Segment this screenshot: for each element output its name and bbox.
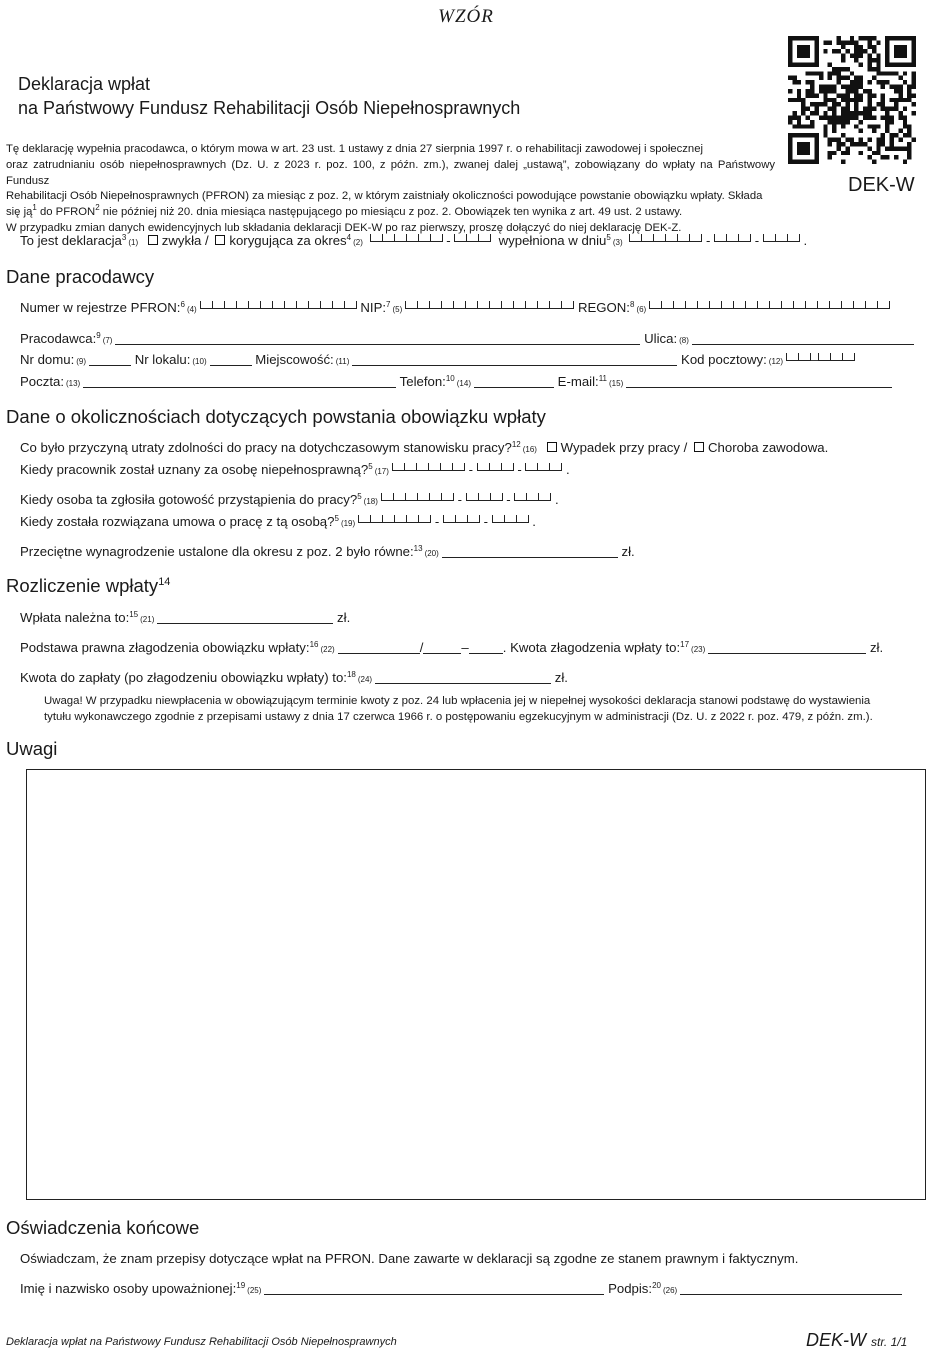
regon-field[interactable] bbox=[649, 301, 890, 309]
disease-checkbox[interactable] bbox=[694, 442, 704, 452]
signature-row: Imię i nazwisko osoby upoważnionej:$^{19}$(25) Podpis:$^{20}$(26) bbox=[20, 1281, 902, 1296]
q17-year[interactable] bbox=[392, 463, 465, 471]
basis-row: Podstawa prawna złagodzenia obowiązku wpłaty:$^{16}$(22) / – . Kwota złagodzenia wpłaty to:$^{17}$(23) zł. bbox=[20, 640, 884, 655]
employer-ids-row: Numer w rejestrze PFRON:$^6$(4) NIP:$^7$(5) REGON:$^8$(6) bbox=[20, 300, 890, 315]
q18-year[interactable] bbox=[381, 493, 454, 501]
circumstances-heading: Dane o okolicznościach dotyczących powstania obowiązku wpłaty bbox=[6, 406, 546, 427]
employer-name-field[interactable] bbox=[115, 332, 640, 345]
q19-day[interactable] bbox=[492, 515, 529, 523]
final-heading: Oświadczenia końcowe bbox=[6, 1217, 200, 1238]
phone-field[interactable] bbox=[474, 375, 554, 388]
qr-code-icon bbox=[788, 36, 916, 164]
settlement-heading: Rozliczenie wpłaty$^{14}$ bbox=[6, 575, 171, 596]
pfron-number-field[interactable] bbox=[200, 301, 357, 309]
accident-checkbox[interactable] bbox=[547, 442, 557, 452]
remarks-heading: Uwagi bbox=[6, 738, 58, 759]
employer-contact-row: Poczta: (13) Telefon:$^{10}$(14) E-mail:$^{11}$(15) bbox=[20, 374, 892, 389]
q18-row: Kiedy osoba ta zgłosiła gotowość przystąpienia do pracy?$^5$(18) - - . bbox=[20, 492, 559, 507]
intro-text: Tę deklarację wypełnia pracodawca, o którym mowa w art. 23 ust. 1 ustawy z dnia 27 sierpnia 1997 r. o rehabilitacji zawodowej i społecznej oraz zatrudnianiu osób niepełnosprawnych (Dz. U. z 2023 r. poz. 100, z późn. zm.), zwanej dalej „ustawą”, zobowiązany do wpłaty na Państwowy Fundusz Rehabilitacji Osób Niepełnosprawnych (PFRON) za miesiąc z poz. 2, w którym zaistniały okoliczności powodujące powstanie obowiązku wpłaty. Składa się $ją^1$ do PFRON$^2$ nie później niż 20. dnia miesiąca następującego po miesiącu z poz. 2. Obowiązek ten wynika z art. 49 ust. 2 ustawy. W przypadku zmian danych ewidencyjnych lub składania deklaracji DEK-W po raz pierwszy, proszę dołączyć do niej deklarację DEK-Z. bbox=[6, 143, 775, 234]
employer-heading: Dane pracodawcy bbox=[6, 266, 155, 287]
filled-date-day[interactable] bbox=[763, 234, 800, 242]
apartment-number-field[interactable] bbox=[210, 353, 252, 366]
correcting-checkbox[interactable] bbox=[215, 235, 225, 245]
city-field[interactable] bbox=[352, 353, 677, 366]
q17-row: Kiedy pracownik został uznany za osobę niepełnosprawną?$^5$(17) - - . bbox=[20, 462, 570, 477]
basis-field-2[interactable] bbox=[423, 641, 461, 654]
q17-day[interactable] bbox=[525, 463, 562, 471]
street-field[interactable] bbox=[692, 332, 914, 345]
form-subtitle: na Państwowy Fundusz Rehabilitacji Osób Niepełnosprawnych bbox=[18, 98, 521, 118]
filled-date-month[interactable] bbox=[714, 234, 751, 242]
warning-note: Uwaga! W przypadku niewpłacenia w obowiązującym terminie kwoty z poz. 24 lub wpłacenia jej w niepełnej wysokości deklaracja stanowi podstawę do wystawienia tytułu wykonawczego zgodnie z przepisami ustawy z dnia 17 czerwca 1966 r. o postępowaniu egzekucyjnym w administracji (Dz. U. z 2022 r. poz. 479, z późn. zm.). bbox=[44, 695, 873, 723]
postal-code-suffix[interactable] bbox=[818, 353, 855, 361]
q20-row: Przeciętne wynagrodzenie ustalone dla okresu z poz. 2 było równe:$^{13}$(20) zł. bbox=[20, 544, 635, 559]
employer-name-row: Pracodawca:$^9$(7) Ulica: (8) bbox=[20, 331, 914, 346]
q19-row: Kiedy została rozwiązana umowa o pracę z tą osobą?$^5$(19) - - . bbox=[20, 514, 536, 529]
q18-month[interactable] bbox=[466, 493, 503, 501]
period-month-field[interactable] bbox=[454, 234, 491, 242]
nip-field[interactable] bbox=[405, 301, 574, 309]
footer-page: DEK-W str. 1/1 bbox=[806, 1330, 908, 1350]
q19-year[interactable] bbox=[358, 515, 431, 523]
q16-row: Co było przyczyną utraty zdolności do pracy na dotychczasowym stanowisku pracy?$^{12}$(16) Wypadek przy pracy / Choroba zawodowa. bbox=[20, 440, 829, 455]
house-number-field[interactable] bbox=[89, 353, 131, 366]
topay-amount-field[interactable] bbox=[375, 671, 551, 684]
declaration-row: To jest deklaracja$^3$(1) zwykła / korygująca za okres$^4$(2) - wypełniona w dniu$^5$(3) - - . bbox=[20, 233, 808, 248]
postal-code-prefix[interactable] bbox=[786, 353, 811, 361]
q17-month[interactable] bbox=[477, 463, 514, 471]
post-office-field[interactable] bbox=[83, 375, 396, 388]
topay-row: Kwota do zapłaty (po złagodzeniu obowiązku wpłaty) to:$^{18}$(24) zł. bbox=[20, 670, 568, 685]
footer-title: Deklaracja wpłat na Państwowy Fundusz Rehabilitacji Osób Niepełnosprawnych bbox=[6, 1336, 397, 1348]
form-code: DEK-W bbox=[848, 174, 915, 196]
due-row: Wpłata należna to:$^{15}$(21) zł. bbox=[20, 610, 351, 625]
email-field[interactable] bbox=[626, 375, 892, 388]
regular-checkbox[interactable] bbox=[148, 235, 158, 245]
q18-day[interactable] bbox=[514, 493, 551, 501]
watermark: WZÓR bbox=[438, 6, 494, 27]
employer-address-row: Nr domu: (9) Nr lokalu: (10) Miejscowość: (11) Kod pocztowy: (12) – bbox=[20, 352, 855, 367]
filled-date-year[interactable] bbox=[629, 234, 702, 242]
signature-field[interactable] bbox=[680, 1282, 902, 1295]
due-amount-field[interactable] bbox=[157, 611, 333, 624]
basis-field-3[interactable] bbox=[469, 641, 503, 654]
period-year-field[interactable] bbox=[370, 234, 443, 242]
basis-field-1[interactable] bbox=[338, 641, 420, 654]
q19-month[interactable] bbox=[443, 515, 480, 523]
remarks-textarea[interactable] bbox=[26, 769, 926, 1200]
form-title: Deklaracja wpłat bbox=[18, 74, 151, 94]
average-salary-field[interactable] bbox=[442, 545, 618, 558]
authorized-name-field[interactable] bbox=[264, 1282, 604, 1295]
relief-amount-field[interactable] bbox=[708, 641, 866, 654]
final-statement: Oświadczam, że znam przepisy dotyczące wpłat na PFRON. Dane zawarte w deklaracji są zgodne ze stanem prawnym i faktycznym. bbox=[20, 1251, 799, 1266]
